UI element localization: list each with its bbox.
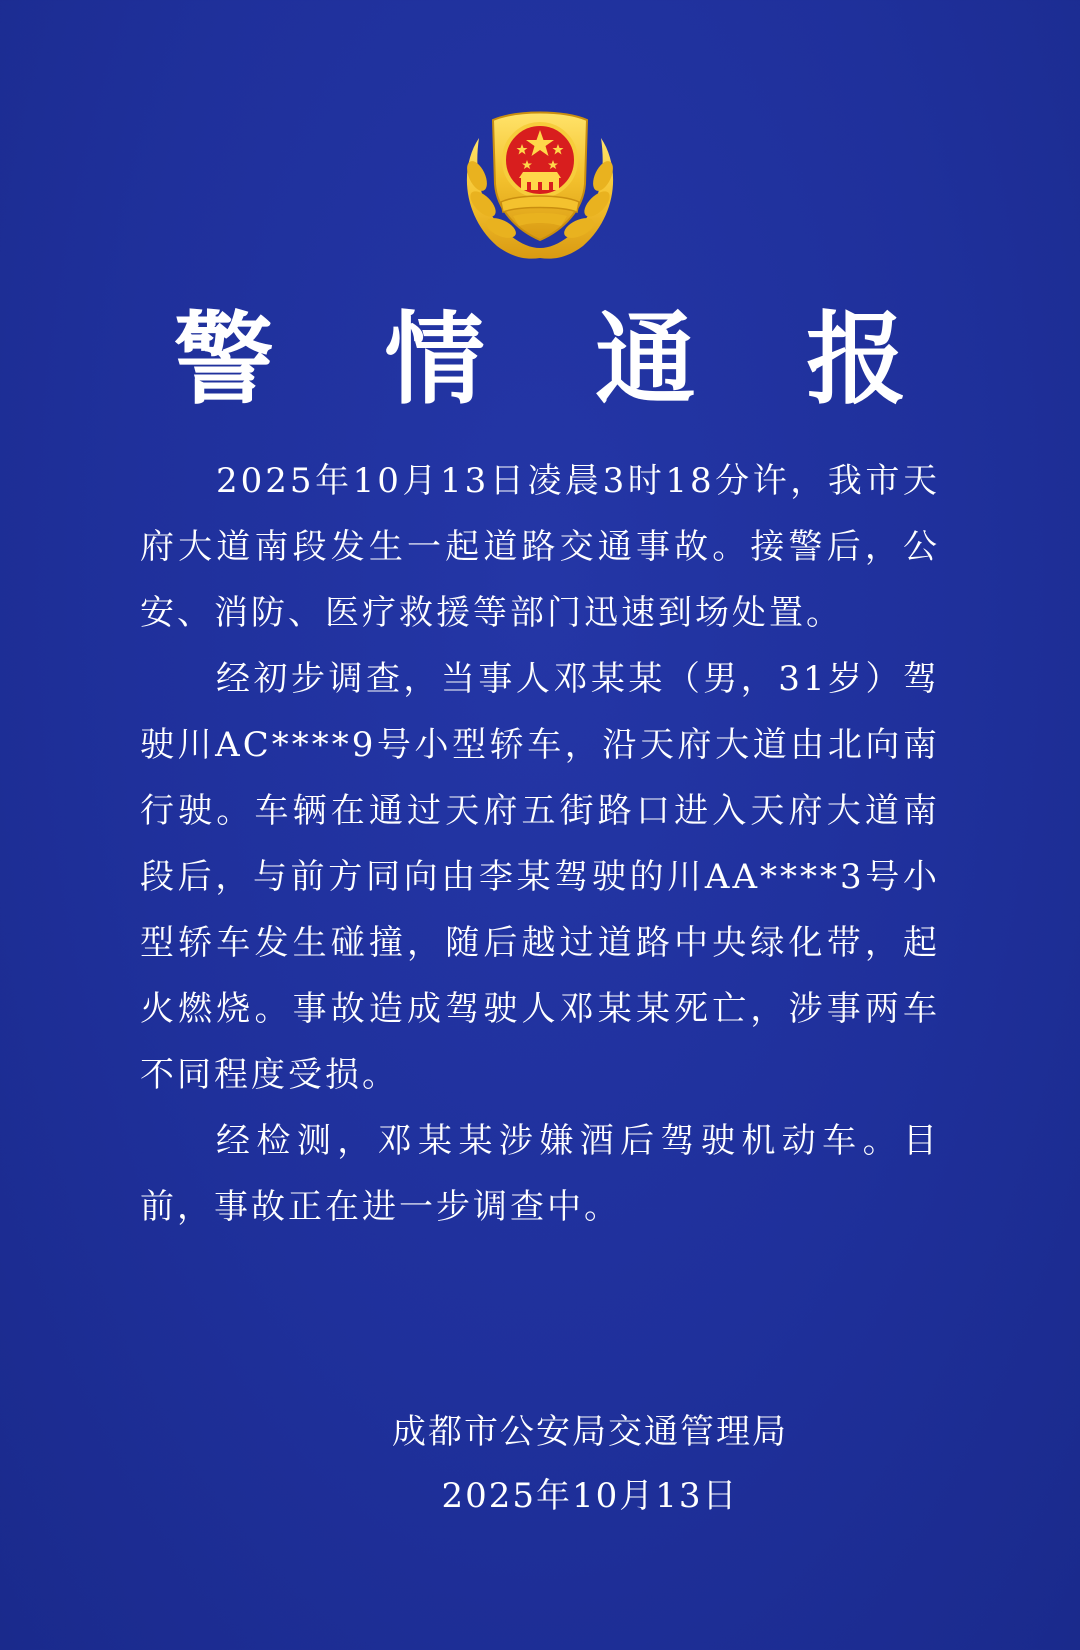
paragraph-incident: 2025年10月13日凌晨3时18分许，我市天府大道南段发生一起道路交通事故。接警后，公安、消防、医疗救援等部门迅速到场处置。: [140, 461, 940, 633]
paragraph-investigation: 经初步调查，当事人邓某某（男，31岁）驾驶川AC****9号小型轿车，沿天府大道由北向南行驶。车辆在通过天府五街路口进入天府大道南段后，与前方同向由李某驾驶的川AA****3号小型轿车发生碰撞，随后越过道路中央绿化带，起火燃烧。事故造成驾驶人邓某某死亡，涉事两车不同程度受损。: [140, 659, 940, 1095]
police-emblem-icon: [457, 98, 623, 268]
notice-body: [140, 448, 940, 1240]
signature-date: 2025年10月13日: [441, 1476, 739, 1516]
signature-organization: 成都市公安局交通管理局: [392, 1412, 788, 1452]
notice-title: 警 情 通 报: [173, 301, 945, 418]
paragraph-conclusion: 经检测，邓某某涉嫌酒后驾驶机动车。目前，事故正在进一步调查中。: [140, 1121, 940, 1227]
